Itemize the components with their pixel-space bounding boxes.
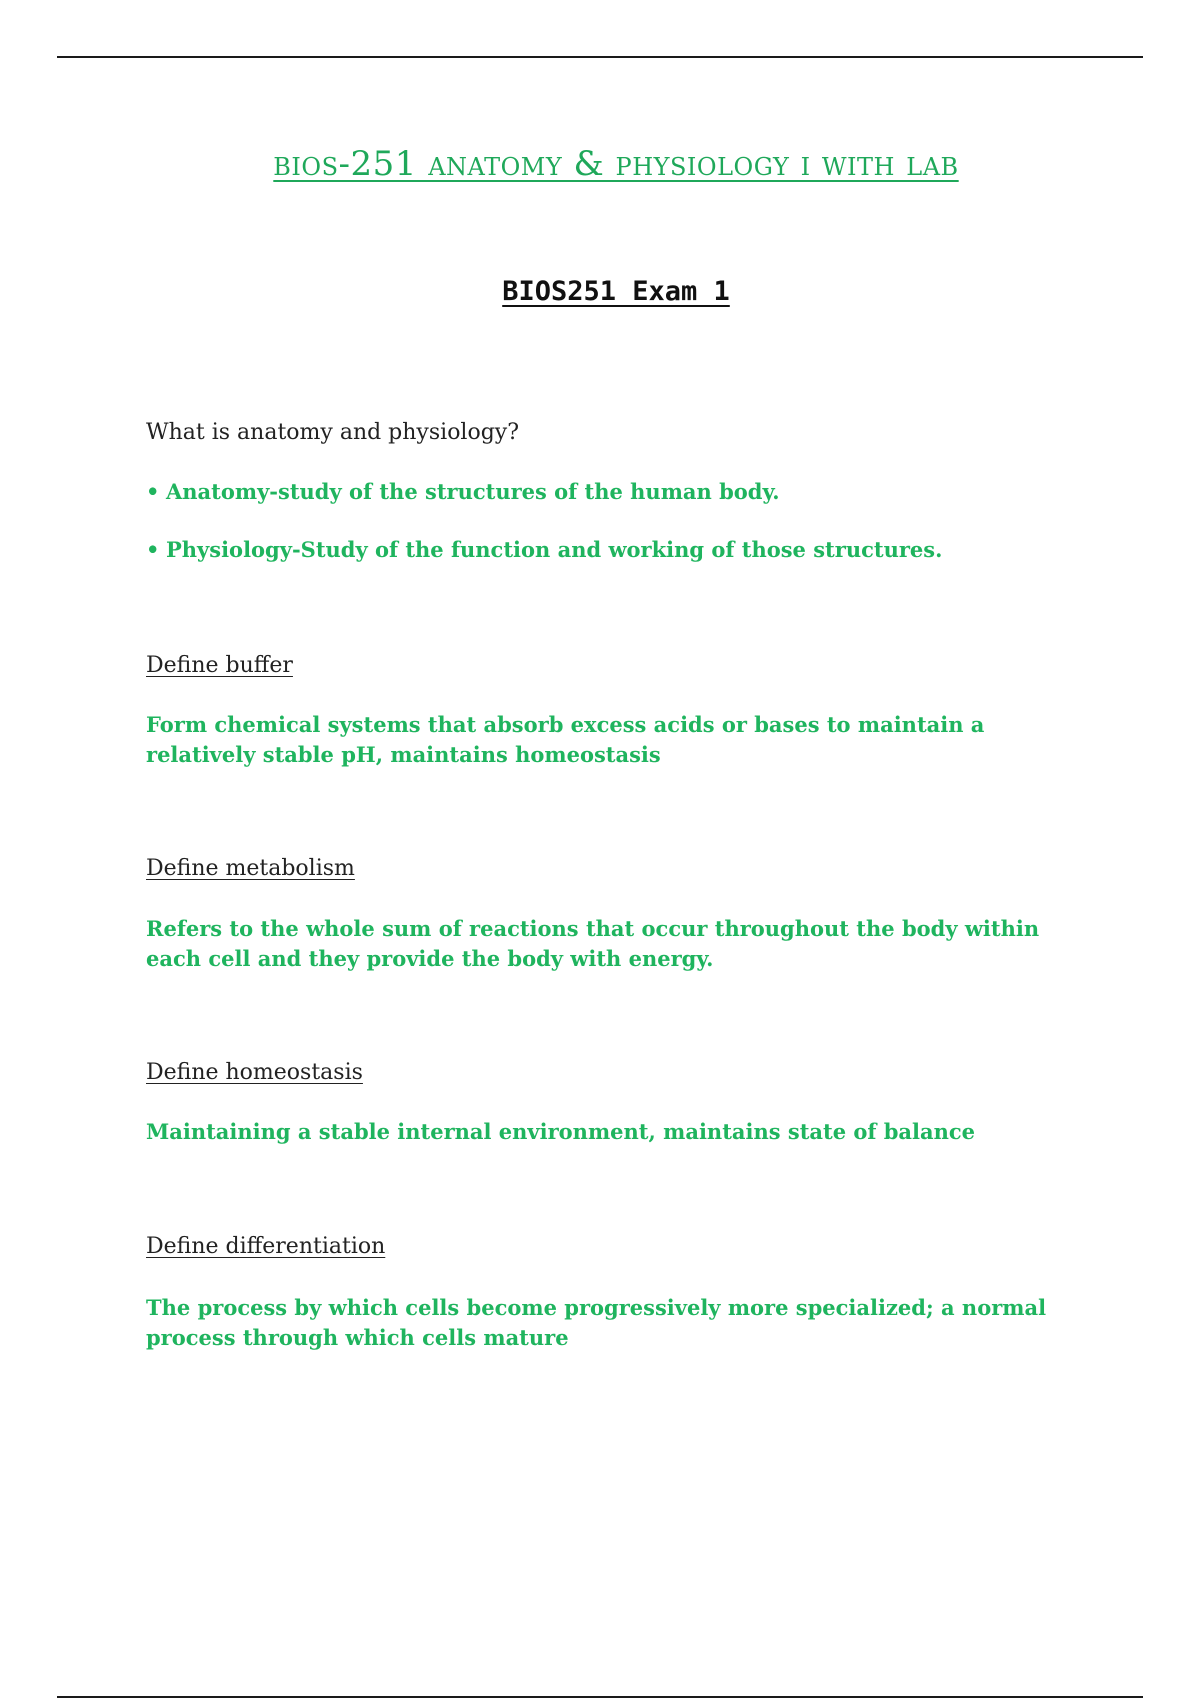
question-anatomy-physiology: What is anatomy and physiology? xyxy=(146,420,520,445)
document-subtitle: BIOS251 Exam 1 xyxy=(502,276,730,307)
bullet-icon: • xyxy=(146,537,160,562)
question-metabolism: Define metabolism xyxy=(146,856,355,881)
document-title xyxy=(0,144,1200,184)
answer-buffer: Form chemical systems that absorb excess acids or bases to maintain a relatively stable pH, maintains homeostasis xyxy=(146,712,985,767)
question-homeostasis: Define homeostasis xyxy=(146,1060,363,1085)
document-title-text: bios-251 anatomy & physiology i with lab xyxy=(273,144,959,184)
bullet-text: Physiology-Study of the function and working of those structures. xyxy=(166,537,943,562)
answer-differentiation: The process by which cells become progressively more specialized; a normal process through which cells mature xyxy=(146,1295,1047,1350)
bottom-rule xyxy=(57,1696,1143,1698)
list-item xyxy=(146,477,1096,507)
question-buffer: Define buffer xyxy=(146,653,293,678)
top-rule xyxy=(57,56,1143,58)
bullet-icon: • xyxy=(146,479,160,504)
question-differentiation: Define differentiation xyxy=(146,1234,386,1259)
answer-metabolism: Refers to the whole sum of reactions that occur throughout the body within each cell and they provide the body with energy. xyxy=(146,916,1040,971)
bullet-text: Anatomy-study of the structures of the human body. xyxy=(166,479,780,504)
list-item xyxy=(146,535,1096,565)
answer-homeostasis: Maintaining a stable internal environment, maintains state of balance xyxy=(146,1119,976,1144)
answer-anatomy-physiology-list xyxy=(146,477,1096,593)
